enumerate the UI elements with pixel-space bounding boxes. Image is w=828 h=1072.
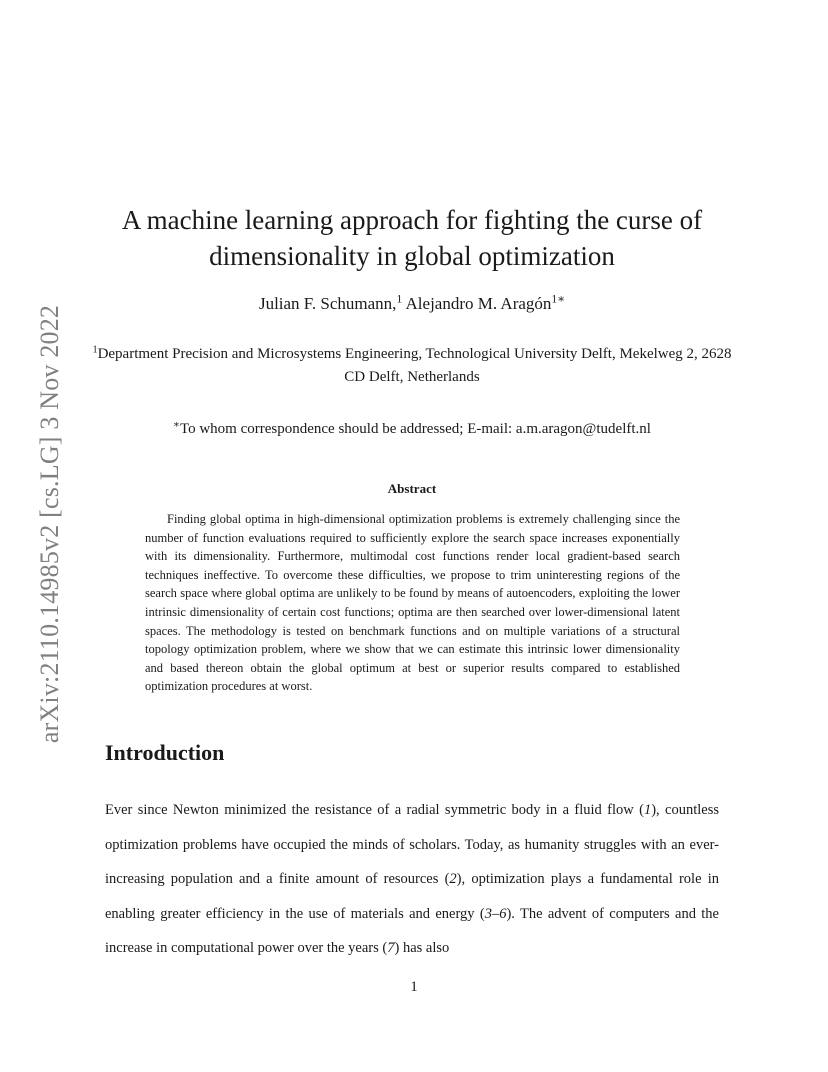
- section-heading-introduction: Introduction: [105, 740, 225, 765]
- author-affiliation-mark: 1∗: [551, 292, 566, 306]
- affiliation: [90, 343, 734, 389]
- abstract-body: Finding global optima in high-dimensional optimization problems is extremely challenging since the number of function evaluations required to sufficiently explore the search space increases exponentially with its dimensionality. Furthermore, multimodal cost functions render local gradient-based search techniques ineffective. To overcome these difficulties, we propose to trim uninteresting regions of the search space where global optima are unlikely to be found by means of autoencoders, exploiting the lower intrinsic dimensionality of certain cost functions; optima are then searched over lower-dimensional latent spaces. The methodology is tested on benchmark functions and on multiple variations of a structural topology optimization problem, where we show that we can estimate this intrinsic lower dimensionality and based thereon obtain the global optimum at best or superior results compared to established optimization procedures at worst.: [145, 512, 680, 694]
- intro-text: ) has also: [394, 940, 450, 956]
- author-list: [60, 292, 764, 316]
- arxiv-identifier-stamp: arXiv:2110.14985v2 [cs.LG] 3 Nov 2022: [35, 304, 64, 744]
- citation-ref: 3–6: [484, 905, 507, 922]
- affiliation-mark: 1: [92, 344, 98, 356]
- intro-text: ), optimization plays a fundamental role in enabling greater efficiency in the use of materials and energy (: [105, 871, 719, 922]
- introduction-paragraph: [105, 793, 719, 966]
- correspondence-note: [60, 418, 764, 440]
- author-name: Julian F. Schumann,: [258, 294, 397, 313]
- correspondence-mark: ∗: [173, 419, 180, 431]
- page-number: 1: [410, 979, 418, 995]
- paper-title: A machine learning approach for fighting the curse of dimensionality in global optimization: [121, 205, 703, 271]
- citation-ref: 1: [643, 802, 652, 818]
- citation-ref: 7: [387, 940, 395, 956]
- author-affiliation-mark: 1: [396, 292, 403, 306]
- intro-text: ). The advent of computers and the increase in computational power over the years (: [105, 905, 719, 956]
- intro-text: ), countless optimization problems have occupied the minds of scholars. Today, as humanity struggles with an ever-increasing population and a finite amount of resources (: [105, 802, 720, 887]
- intro-text: Ever since Newton minimized the resistance of a radial symmetric body in a fluid flow (: [105, 802, 644, 818]
- author-name: Alejandro M. Aragón: [405, 294, 552, 313]
- citation-ref: 2: [449, 871, 457, 887]
- affiliation-text: Department Precision and Microsystems Engineering, Technological University Delft, Mekelweg 2, 2628 CD Delft, Netherlands: [97, 346, 732, 385]
- correspondence-text: To whom correspondence should be addressed; E-mail: a.m.aragon@tudelft.nl: [179, 421, 651, 437]
- abstract-heading: Abstract: [387, 481, 437, 496]
